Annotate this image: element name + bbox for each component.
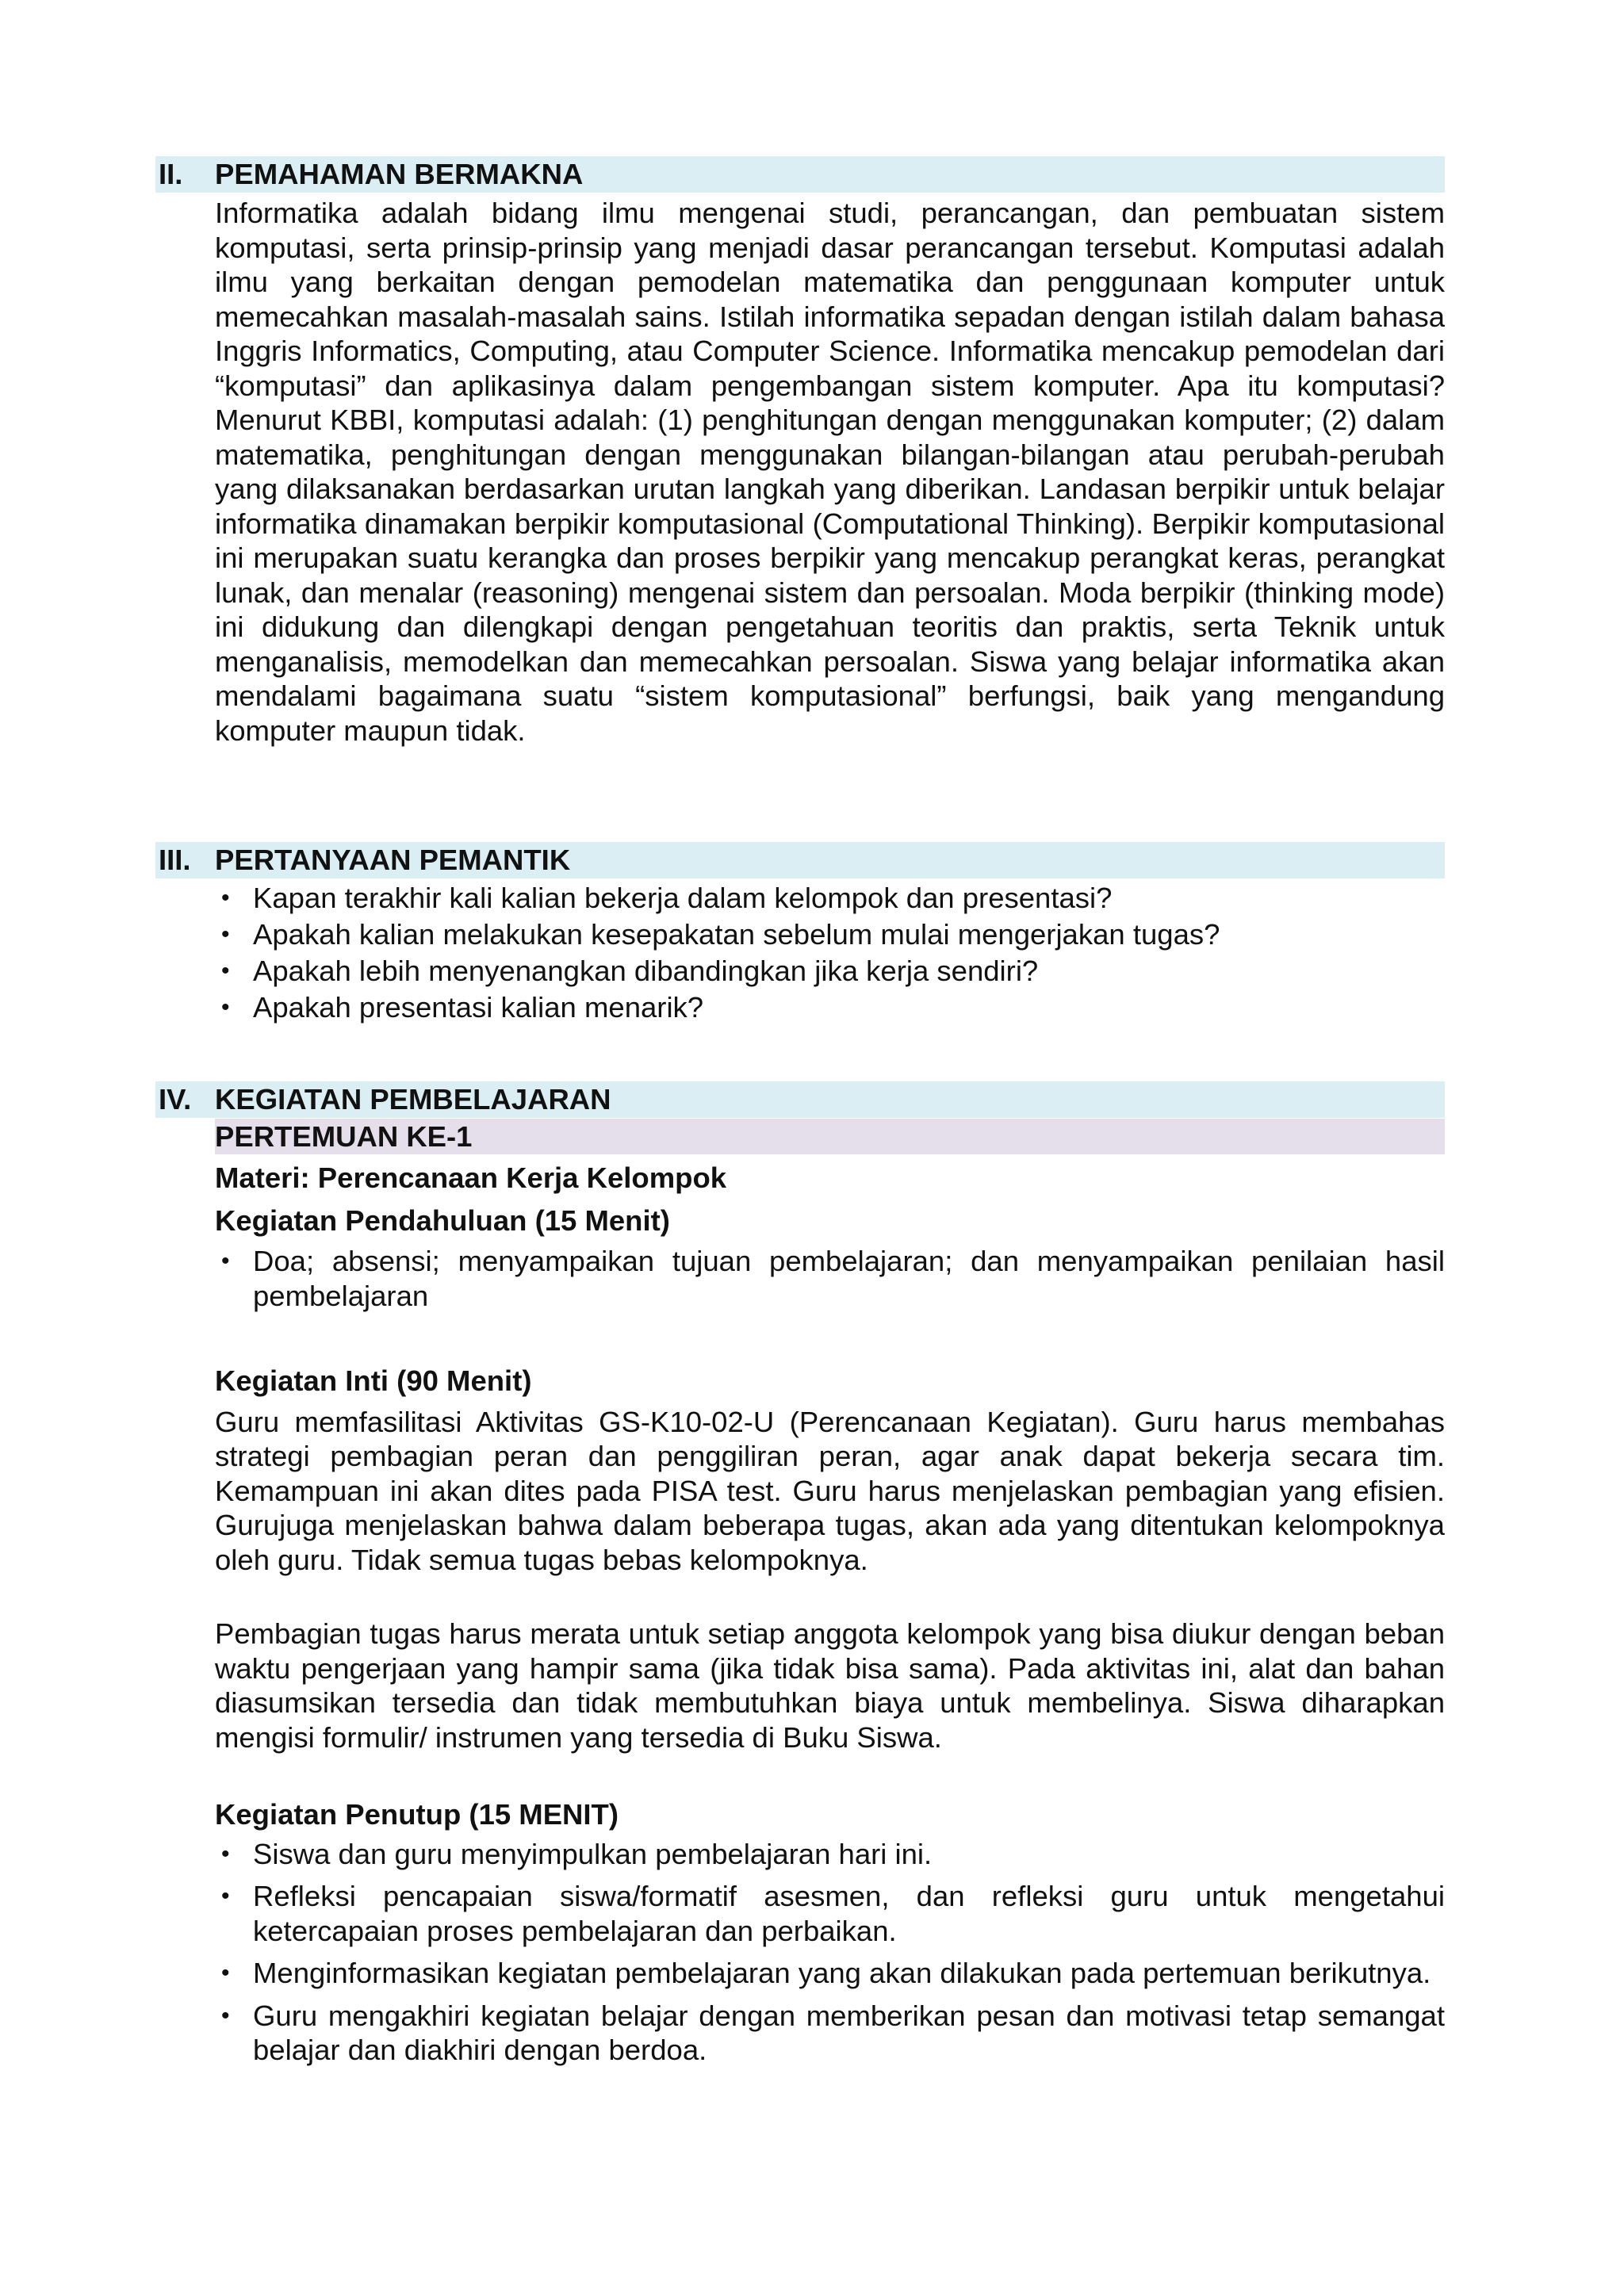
list-item: • Menginformasikan kegiatan pembelajaran yang akan dilakukan pada pertemuan berikutnya. <box>221 1957 1431 1989</box>
bullet-icon: • <box>221 1883 230 1909</box>
list-item: • Guru mengakhiri kegiatan belajar dengan memberikan pesan dan motivasi tetap semangat belajar dan diakhiri dengan berdoa. <box>221 1999 1445 2066</box>
bullet-icon: • <box>221 994 230 1020</box>
penutup-heading: Kegiatan Penutup (15 MENIT) <box>215 1798 619 1831</box>
list-item: • Apakah lebih menyenangkan dibandingkan jika kerja sendiri? <box>215 953 1445 989</box>
penutup-list <box>215 1837 1445 2068</box>
section-number: III. <box>159 844 191 876</box>
section-number: II. <box>159 158 183 190</box>
section-number: IV. <box>159 1083 192 1115</box>
section-title: KEGIATAN PEMBELAJARAN <box>215 1083 611 1115</box>
bullet-icon: • <box>221 1840 230 1867</box>
section-pemahaman-bermakna <box>155 156 1445 748</box>
section-heading-bar <box>155 1081 1445 1118</box>
pendahuluan-list <box>215 1244 1445 1313</box>
inti-heading: Kegiatan Inti (90 Menit) <box>215 1364 532 1397</box>
section-paragraph: Informatika adalah bidang ilmu mengenai studi, perancangan, dan pembuatan sistem komputasi, serta prinsip-prinsip yang menjadi dasar perancangan tersebut. Komputasi adalah ilmu yang berkaitan dengan pemodelan matematika dan penggunaan komputer untuk memecahkan masalah-masalah sains. Istilah informatika sepadan dengan istilah dalam bahasa Inggris Informatics, Computing, atau Computer Science. Informatika mencakup pemodelan dari “komputasi” dan aplikasinya dalam pengembangan sistem komputer. Apa itu komputasi? Menurut KBBI, komputasi adalah: (1) penghitungan dengan menggunakan komputer; (2) dalam matematika, penghitungan dengan menggunakan bilangan-bilangan atau perubah-perubah yang dilaksanakan berdasarkan urutan langkah yang diberikan. Landasan berpikir untuk belajar informatika dinamakan berpikir komputasional (Computational Thinking). Berpikir komputasional ini merupakan suatu kerangka dan proses berpikir yang mencakup perangkat keras, perangkat lunak, dan menalar (reasoning) mengenai sistem dan persoalan. Moda berpikir (thinking mode) ini didukung dan dilengkapi dengan pengetahuan teoritis dan praktis, serta Teknik untuk menganalisis, memodelkan dan memecahkan persoalan. Siswa yang belajar informatika akan mendalami bagaimana suatu “sistem komputasional” berfungsi, baik yang mengandung komputer maupun tidak. <box>215 197 1445 747</box>
meeting-heading: PERTEMUAN KE-1 <box>215 1119 1445 1154</box>
inti-paragraph-2: Pembagian tugas harus merata untuk setiap anggota kelompok yang bisa diukur dengan beban waktu pengerjaan yang hampir sama (jika tidak bisa sama). Pada aktivitas ini, alat dan bahan diasumsikan tersedia dan tidak membutuhkan biaya untuk membelinya. Siswa diharapkan mengisi formulir/ instrumen yang tersedia di Buku Siswa. <box>215 1617 1445 1754</box>
list-item: • Kapan terakhir kali kalian bekerja dalam kelompok dan presentasi? <box>215 880 1445 916</box>
materi-heading: Materi: Perencanaan Kerja Kelompok <box>215 1161 727 1194</box>
inti-paragraph-1: Guru memfasilitasi Aktivitas GS-K10-02-U (Perencanaan Kegiatan). Guru harus membahas strategi pembagian peran dan penggiliran peran, agar anak dapat bekerja secara tim. Kemampuan ini akan dites pada PISA test. Guru harus menjelaskan pembagian yang efisien. Gurujuga menjelaskan bahwa dalam beberapa tugas, akan ada yang ditentukan kelompoknya oleh guru. Tidak semua tugas bebas kelompoknya. <box>215 1405 1445 1576</box>
section-heading-bar <box>155 156 1445 193</box>
bullet-icon: • <box>221 921 230 947</box>
list-item: • Apakah presentasi kalian menarik? <box>215 989 1445 1026</box>
list-item: • Doa; absensi; menyampaikan tujuan pembelajaran; dan menyampaikan penilaian hasil pembelajaran <box>221 1245 1445 1312</box>
section-kegiatan-pembelajaran <box>155 1081 1445 2068</box>
section-heading-bar <box>155 842 1445 878</box>
list-item: • Refleksi pencapaian siswa/formatif asesmen, dan refleksi guru untuk mengetahui ketercapaian proses pembelajaran dan perbaikan. <box>221 1880 1445 1947</box>
bullet-icon: • <box>221 1248 230 1274</box>
list-item: • Apakah kalian melakukan kesepakatan sebelum mulai mengerjakan tugas? <box>215 916 1445 953</box>
list-item: • Siswa dan guru menyimpulkan pembelajaran hari ini. <box>221 1837 933 1870</box>
bullet-icon: • <box>221 958 230 984</box>
section-pertanyaan-pemantik <box>155 842 1445 1026</box>
question-list <box>215 880 1445 1026</box>
section-title: PEMAHAMAN BERMAKNA <box>215 158 584 190</box>
bullet-icon: • <box>221 1960 230 1986</box>
bullet-icon: • <box>221 885 230 911</box>
bullet-icon: • <box>221 2002 230 2029</box>
section-title: PERTANYAAN PEMANTIK <box>215 844 571 876</box>
pendahuluan-heading: Kegiatan Pendahuluan (15 Menit) <box>215 1203 670 1237</box>
